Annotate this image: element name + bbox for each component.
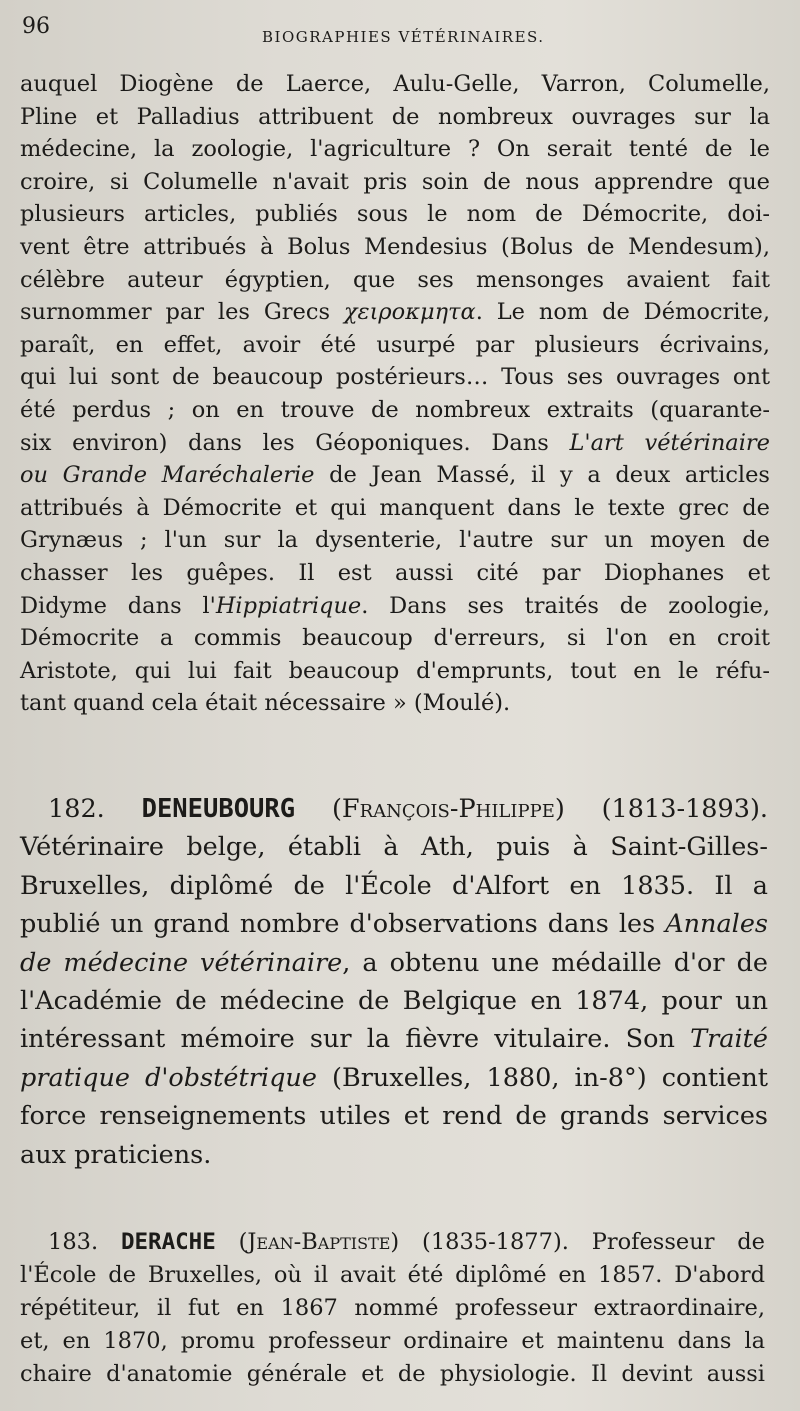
- text-line: tant quand cela était nécessaire » (Moulé).: [20, 690, 511, 717]
- entry-derache: [20, 1226, 765, 1391]
- text-line: chasser les guêpes. Il est aussi cité par Diophanes et: [20, 559, 770, 586]
- text-run: (Bruxelles, 1880, in-8°) contient: [316, 1062, 768, 1093]
- text-line: médecine, la zoologie, l'agriculture ? On serait tenté de le: [20, 136, 770, 163]
- text-run: intéressant mémoire sur la fièvre vitulaire. Son: [20, 1024, 691, 1055]
- text-line: force renseignements utiles et rend de grands services: [20, 1101, 768, 1132]
- entry-surname: DERACHE: [120, 1229, 216, 1255]
- text-line: [20, 427, 770, 460]
- book-title: Traité: [690, 1024, 768, 1055]
- running-head: BIOGRAPHIES VÉTÉRINAIRES.: [262, 28, 545, 46]
- text-line: Grynæus ; l'un sur la dysenterie, l'autre sur un moyen de: [20, 527, 770, 554]
- text-line: Vétérinaire belge, établi à Ath, puis à Saint-Gilles-: [20, 832, 768, 863]
- text-line: [20, 590, 770, 623]
- text-line: vent être attribués à Bolus Mendesius (Bolus de Mendesum),: [20, 233, 770, 260]
- text-run: surnommer par les Grecs: [20, 299, 344, 326]
- text-line: aux praticiens.: [20, 1139, 212, 1170]
- entry-number: 183.: [48, 1229, 99, 1255]
- text-line: été perdus ; on en trouve de nombreux extraits (quarante-: [20, 396, 770, 423]
- text-run: Didyme dans l': [20, 592, 216, 619]
- book-title: pratique d'obstétrique: [20, 1062, 317, 1093]
- entry-dates: (1835-1877). Professeur de: [399, 1229, 766, 1255]
- text-line: répétiteur, il fut en 1867 nommé professeur extraordinaire,: [20, 1295, 765, 1321]
- page-header: [22, 14, 782, 44]
- text-line: [20, 459, 770, 492]
- text-run: publié un grand nombre d'observations dans les: [20, 909, 666, 940]
- entry-heading-line: [20, 1226, 765, 1259]
- entry-deneubourg: [20, 790, 768, 1174]
- text-line: croire, si Columelle n'avait pris soin de nous apprendre que: [20, 168, 770, 195]
- text-line: [20, 1059, 768, 1097]
- entry-forename: (François-Philippe): [331, 794, 565, 824]
- text-line: chaire d'anatomie générale et de physiologie. Il devint aussi: [20, 1361, 765, 1387]
- book-title: Annales: [665, 909, 768, 940]
- text-line: attribués à Démocrite et qui manquent dans le texte grec de: [20, 494, 770, 521]
- text-run: . Dans ses traités de zoologie,: [361, 592, 770, 619]
- greek-word: χειροκμητα: [343, 299, 476, 326]
- book-title: L'art vétérinaire: [569, 429, 770, 456]
- text-line: célèbre auteur égyptien, que ses mensonges avaient fait: [20, 266, 770, 293]
- text-run: de Jean Massé, il y a deux articles: [314, 462, 770, 489]
- text-line: paraît, en effet, avoir été usurpé par plusieurs écrivains,: [20, 331, 770, 358]
- text-line: plusieurs articles, publiés sous le nom de Démocrite, doi-: [20, 201, 770, 228]
- text-line: qui lui sont de beaucoup postérieurs… Tous ses ouvrages ont: [20, 364, 770, 391]
- text-run: six environ) dans les Géoponiques. Dans: [20, 429, 570, 456]
- text-line: Démocrite a commis beaucoup d'erreurs, si l'on en croit: [20, 625, 770, 652]
- entry-heading-line: [20, 790, 768, 828]
- book-title: de médecine vétérinaire: [20, 947, 343, 978]
- text-line: l'École de Bruxelles, où il avait été diplômé en 1857. D'abord: [20, 1262, 765, 1288]
- entry-forename: (Jean-Baptiste): [238, 1229, 400, 1255]
- entry-surname: DENEUBOURG: [141, 794, 296, 824]
- text-line: [20, 944, 768, 982]
- text-line: [20, 296, 770, 329]
- entry-dates: (1813-1893).: [564, 794, 769, 824]
- book-title: ou Grande Maréchalerie: [20, 462, 315, 489]
- text-line: [20, 1020, 768, 1058]
- page-number: 96: [22, 14, 50, 39]
- text-line: auquel Diogène de Laerce, Aulu-Gelle, Varron, Columelle,: [20, 71, 770, 97]
- text-run: , a obtenu une médaille d'or de: [342, 947, 768, 978]
- text-run: . Le nom de Démocrite,: [475, 299, 770, 326]
- text-line: [20, 905, 768, 943]
- democrite-paragraph: [20, 68, 770, 720]
- text-line: Pline et Palladius attribuent de nombreux ouvrages sur la: [20, 103, 770, 130]
- text-line: et, en 1870, promu professeur ordinaire et maintenu dans la: [20, 1328, 765, 1354]
- text-line: Aristote, qui lui fait beaucoup d'emprunts, tout en le réfu-: [20, 657, 770, 684]
- text-line: Bruxelles, diplômé de l'École d'Alfort en 1835. Il a: [20, 870, 768, 901]
- text-line: l'Académie de médecine de Belgique en 1874, pour un: [20, 986, 768, 1017]
- book-title: Hippiatrique: [215, 592, 362, 619]
- entry-number: 182.: [48, 794, 105, 824]
